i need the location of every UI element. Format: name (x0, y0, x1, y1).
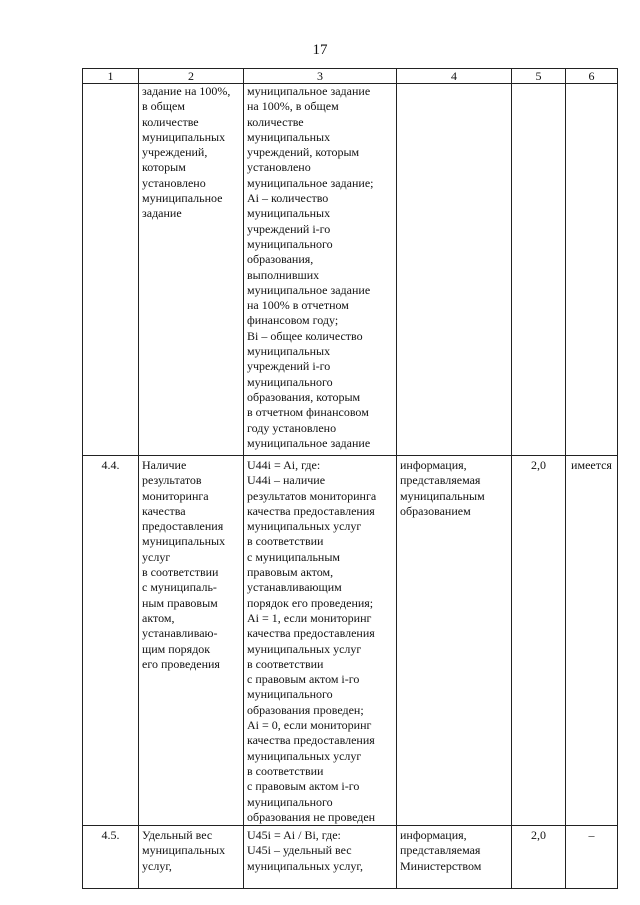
cell-line: качества (142, 503, 186, 518)
cell-line: правовым актом, (247, 565, 334, 580)
calculation-formula (244, 84, 397, 456)
header-cell-4: 4 (397, 69, 512, 84)
cell-line: порядок его проведения; (247, 595, 374, 610)
cell-line: Удельный вес (142, 828, 213, 843)
calculation-formula (244, 826, 397, 889)
cell-line: муниципального (247, 794, 333, 809)
cell-line: муниципальное задание (247, 435, 371, 450)
data-source (397, 84, 512, 456)
cell-line: с муниципальным (247, 549, 340, 564)
cell-line: муниципальных (142, 129, 226, 144)
cell-line: муниципальное задание (247, 84, 371, 98)
cell-line: в отчетном финансовом (247, 405, 369, 420)
table-row (83, 456, 618, 826)
cell-line: задание на 100%, (142, 84, 231, 98)
cell-line: задание (142, 206, 182, 221)
header-cell-2: 2 (139, 69, 244, 84)
table-header-row (83, 69, 618, 84)
cell-line: результатов мониторинга (247, 488, 377, 503)
weight-value: 2,0 (512, 456, 566, 826)
cell-line: которым (142, 160, 186, 175)
cell-line: мониторинга (142, 488, 209, 503)
cell-line: качества предоставления (247, 733, 375, 748)
cell-line: образования не проведен (247, 809, 376, 824)
header-cell-1: 1 (83, 69, 139, 84)
cell-line: учреждений, которым (247, 145, 360, 160)
cell-line: актом, (142, 610, 175, 625)
cell-line: в соответствии (247, 534, 324, 549)
cell-line: году установлено (247, 420, 337, 435)
cell-line: муниципального (247, 374, 333, 389)
cell-line: муниципальных услуг (247, 748, 362, 763)
cell-line: выполнивших (247, 267, 320, 282)
cell-line: с муниципаль- (142, 580, 217, 595)
cell-line: Ai = 0, если мониторинг (247, 718, 372, 733)
cell-line: U45i – удельный вес (247, 843, 352, 858)
cell-line: устанавливаю- (142, 626, 218, 641)
cell-line: образования, которым (247, 389, 361, 404)
indicator-value: имеется (566, 456, 618, 826)
data-source (397, 456, 512, 826)
cell-line: муниципальное (142, 191, 223, 206)
cell-line: в соответствии (247, 656, 324, 671)
weight-value (512, 84, 566, 456)
cell-line: U44i = Ai, где: (247, 458, 321, 472)
cell-line: муниципальных (142, 843, 226, 858)
cell-line: Ai – количество (247, 191, 329, 206)
data-source (397, 826, 512, 889)
cell-line: U44i – наличие (247, 473, 326, 488)
cell-line: образования, (247, 252, 314, 267)
cell-line: установлено (142, 175, 206, 190)
cell-line: представляемая (400, 473, 481, 488)
cell-line: количестве (247, 114, 304, 129)
row-number: 4.4. (83, 456, 139, 826)
cell-line: качества предоставления (247, 626, 375, 641)
row-number (83, 84, 139, 456)
cell-line: муниципальных (247, 344, 331, 359)
cell-line: с правовым актом i-го (247, 779, 360, 794)
cell-line: муниципальных (142, 534, 226, 549)
indicator-name (139, 84, 244, 456)
cell-line: с правовым актом i-го (247, 672, 360, 687)
cell-line: ным правовым (142, 595, 218, 610)
header-cell-3: 3 (244, 69, 397, 84)
cell-line: муниципальных услуг (247, 641, 362, 656)
cell-line: Наличие (142, 458, 187, 472)
indicator-value: – (566, 826, 618, 889)
header-cell-6: 6 (566, 69, 618, 84)
cell-line: Bi – общее количество (247, 328, 363, 343)
cell-line: информация, (400, 458, 467, 472)
cell-line: муниципальных (247, 206, 331, 221)
cell-line: муниципального (247, 236, 333, 251)
cell-line: образования проведен; (247, 702, 364, 717)
cell-line: в общем (142, 99, 185, 114)
cell-line: представляемая (400, 843, 481, 858)
cell-line: муниципальное задание; (247, 175, 374, 190)
header-cell-5: 5 (512, 69, 566, 84)
cell-line: на 100%, в общем (247, 99, 339, 114)
row-number: 4.5. (83, 826, 139, 889)
cell-line: в соответствии (142, 565, 219, 580)
cell-line: предоставления (142, 519, 224, 534)
cell-line: муниципальных (247, 129, 331, 144)
cell-line: количестве (142, 114, 199, 129)
cell-line: муниципального (247, 687, 333, 702)
cell-line: учреждений i-го (247, 359, 331, 374)
indicators-table (82, 68, 618, 889)
cell-line: щим порядок (142, 641, 211, 656)
cell-line: устанавливающим (247, 580, 342, 595)
table-row (83, 826, 618, 889)
cell-line: его проведения (142, 656, 220, 671)
cell-line: услуг (142, 549, 171, 564)
indicator-name (139, 456, 244, 826)
cell-line: образованием (400, 503, 471, 518)
cell-line: услуг, (142, 858, 172, 873)
cell-line: Министерством (400, 858, 482, 873)
cell-line: результатов (142, 473, 202, 488)
cell-line: учреждений, (142, 145, 208, 160)
cell-line: информация, (400, 828, 467, 843)
cell-line: муниципальных услуг, (247, 858, 363, 873)
cell-line: учреждений i-го (247, 221, 331, 236)
weight-value: 2,0 (512, 826, 566, 889)
cell-line: муниципальных услуг (247, 519, 362, 534)
cell-line: на 100% в отчетном (247, 298, 349, 313)
cell-line: муниципальное задание (247, 282, 371, 297)
cell-line: в соответствии (247, 763, 324, 778)
cell-line: муниципальным (400, 488, 485, 503)
indicator-name (139, 826, 244, 889)
cell-line: качества предоставления (247, 503, 375, 518)
cell-line: установлено (247, 160, 311, 175)
cell-line: U45i = Ai / Bi, где: (247, 828, 341, 843)
page-number: 17 (312, 42, 328, 58)
cell-line: Ai = 1, если мониторинг (247, 610, 372, 625)
table-row (83, 84, 618, 456)
calculation-formula (244, 456, 397, 826)
cell-line: финансовом году; (247, 313, 339, 328)
indicator-value (566, 84, 618, 456)
